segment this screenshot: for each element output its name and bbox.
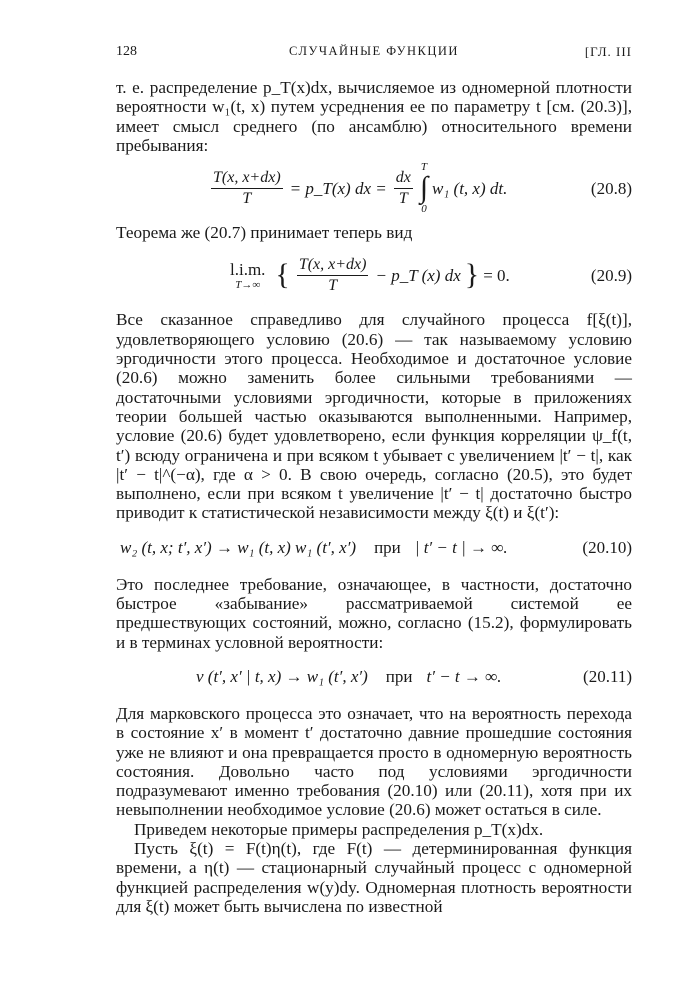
integrand: w₁ (t, x) dt. (432, 178, 508, 198)
integral-upper-limit: T (420, 161, 427, 174)
page-body (116, 78, 632, 916)
integral-sign: T ∫ 0 (419, 161, 429, 216)
equation-20-10 (116, 527, 632, 569)
paragraph: Все сказанное справедливо для случайного процесса f[ξ(t)], удовлетворяющего условию (20.6) — так называемому условию эргодичности этого процесса. Необходимое и достаточное условие (20.6) можно заменить более сильными требованиями — достаточными условиями эргодичности, которые в приложениях теории большей частью оказываются выполненными. Например, условие (20.6) будет удовлетворено, если функция корреляции ψ_f(t, t′) всюду ограничена и при всяком t убывает с увеличением |t′ − t|, как |t′ − t|^(−α), где α > 0. В свою очередь, согласно (20.5), это будет выполнено, если при всяком t увеличение |t′ − t| достаточно быстро приводит к статистической независимости между ξ(t) и ξ(t′): (116, 310, 632, 523)
paragraph: т. е. распределение p_T(x)dx, вычисляемое из одномерной плотности вероятности w₁(t, x) путем усреднения ее по параметру t [см. (20.3)], имеет смысл среднего (по ансамблю) относительного времени пребывания: (116, 78, 632, 155)
paragraph: Приведем некоторые примеры распределения p_T(x)dx. (134, 819, 544, 839)
integral-lower-limit: 0 (421, 203, 427, 216)
equation-expression: l.i.m. T→∞ { $\frac{T(x, x+dx)}{T}$ − p_T (x) dx } = 0. (230, 255, 510, 294)
limit-subscript: T→∞ (235, 279, 261, 292)
paragraph: Для марковского процесса это означает, что на вероятность перехода в состояние x′ в момент t′ достаточно давние прошедшие состояния уже не влияют и она превращается просто в одномерную вероятность состояния. Довольно часто под условиями эргодичности подразумевают именно требования (20.10) или (20.11), хотя при их невыполнении необходимое условие (20.6) может остаться в силе. (116, 703, 632, 820)
equation-middle: = p_T(x) dx = (289, 178, 387, 198)
paragraph: Теорема же (20.7) принимает теперь вид (116, 223, 413, 243)
equation-lhs: v (t′, x′ | t, x) → w₁ (t′, x′) (196, 667, 368, 687)
limit-operator (230, 260, 265, 291)
equation-term: − p_T (x) dx (375, 265, 461, 285)
equation-lhs: w₂ (t, x; t′, x′) → w₁ (t, x) w₁ (t′, x′) (120, 538, 357, 558)
equation-expression (120, 527, 508, 569)
paragraph: Пусть ξ(t) = F(t)η(t), где F(t) — детерминированная функция времени, а η(t) — стационарный случайный процесс с одномерной функцией распределения w(y)dy. Одномерная плотность вероятности для ξ(t) может быть вычислена по известной (116, 839, 632, 916)
fraction-numerator: T(x, x+dx) (297, 256, 369, 276)
fraction (211, 169, 283, 208)
equation-20-9 (116, 246, 632, 304)
equation-number: (20.9) (590, 265, 632, 285)
limit-text: l.i.m. (230, 259, 266, 279)
equation-expression (208, 159, 507, 217)
equation-condition: t′ − t → ∞. (426, 667, 502, 687)
fraction-numerator: dx (394, 169, 413, 189)
fraction-denominator: T (398, 189, 408, 207)
equation-20-11 (116, 656, 632, 698)
running-header (116, 44, 632, 68)
running-title: СЛУЧАЙНЫЕ ФУНКЦИИ (289, 44, 459, 58)
equation-20-8 (116, 159, 632, 217)
fraction-denominator: T (328, 276, 338, 294)
chapter-label: [ГЛ. III (584, 44, 632, 59)
equation-rhs: = 0. (483, 265, 510, 285)
equation-number: (20.8) (590, 178, 632, 198)
paragraph: Это последнее требование, означающее, в частности, достаточно быстрое «забывание» рассматриваемой системой ее предшествующих состояний, можно, согласно (15.2), формулировать и в терминах условной вероятности: (116, 574, 632, 652)
page-number: 128 (116, 44, 137, 59)
equation-condition: | t′ − t | → ∞. (414, 538, 508, 558)
equation-number: (20.11) (583, 667, 632, 687)
condition-word: при (374, 538, 401, 558)
fraction (394, 169, 413, 208)
fraction-numerator: T(x, x+dx) (211, 169, 283, 189)
fraction (297, 256, 369, 295)
fraction-denominator: T (242, 189, 252, 207)
condition-word: при (385, 667, 413, 687)
equation-number: (20.10) (582, 538, 632, 558)
equation-expression (196, 656, 502, 698)
